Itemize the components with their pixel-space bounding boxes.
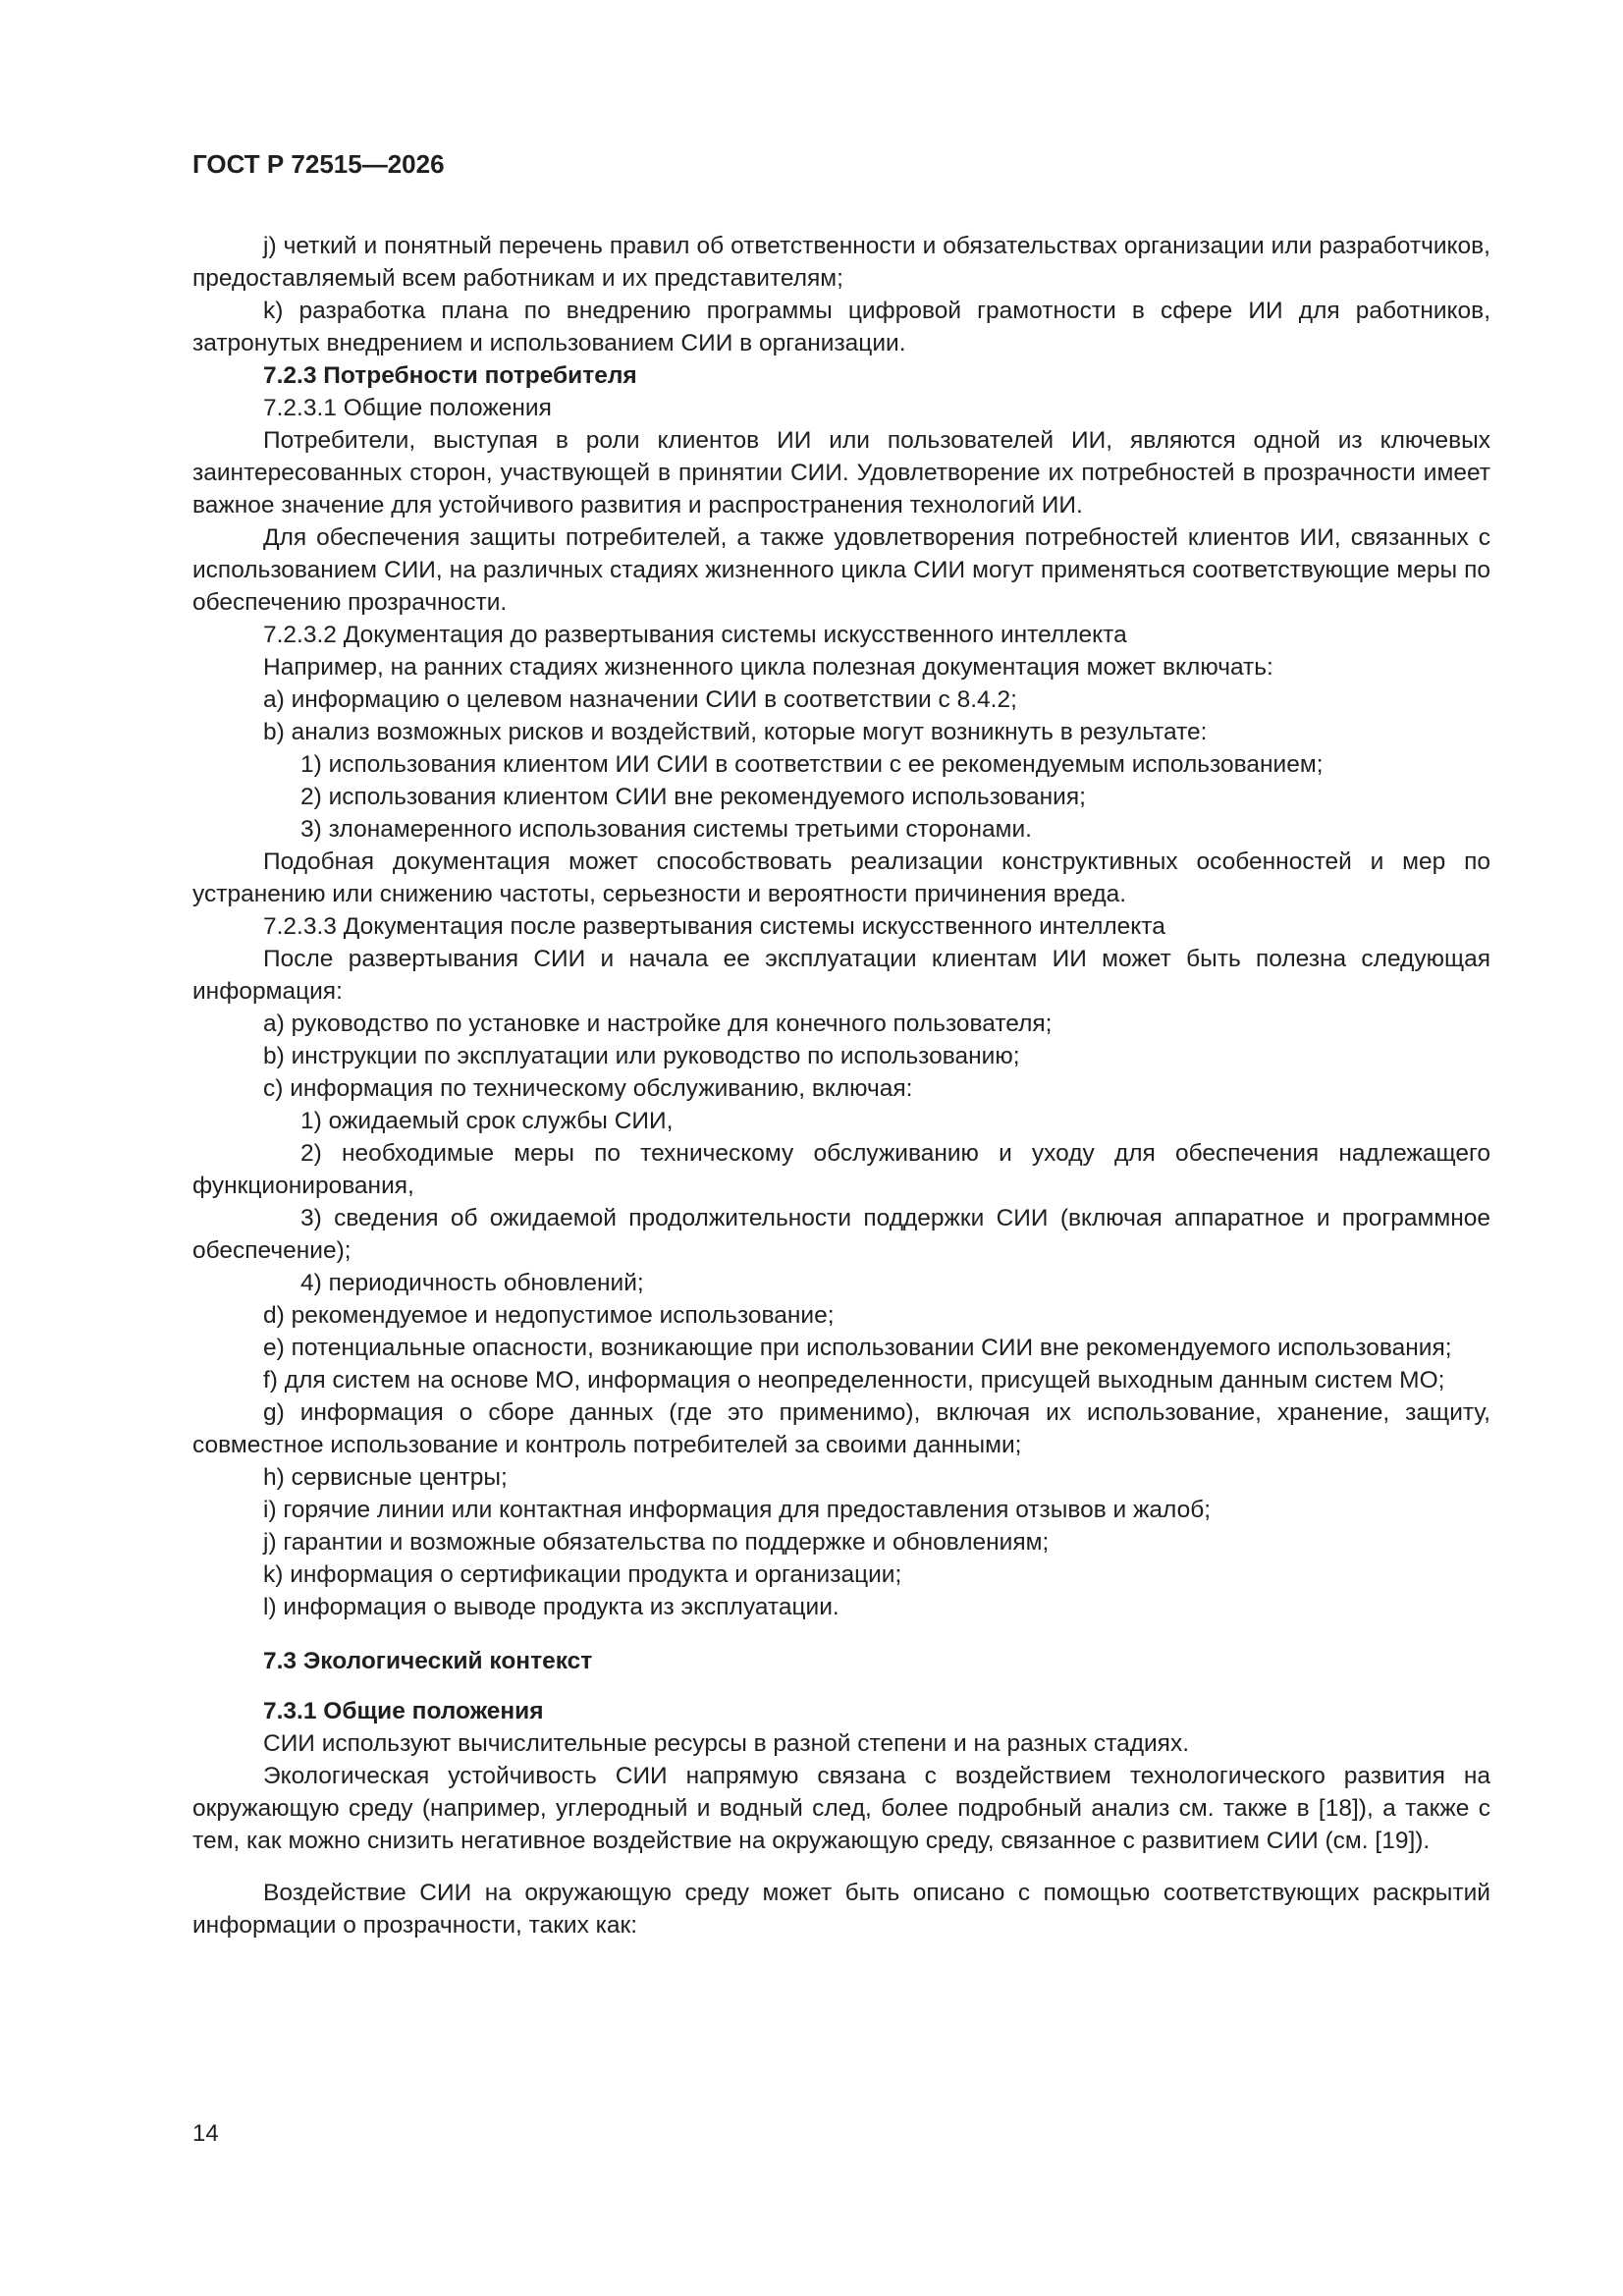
paragraph: Потребители, выступая в роли клиентов ИИ или пользователей ИИ, являются одной из ключевых заинтересованных сторон, участвующей в принятии СИИ. Удовлетворение их потребностей в прозрачности имеет важное значение для устойчивого развития и распространения технологий ИИ.	[192, 427, 1490, 519]
paragraph: b) инструкции по эксплуатации или руководство по использованию;	[263, 1043, 1020, 1069]
paragraph: Экологическая устойчивость СИИ напрямую связана с воздействием технологического развития на окружающую среду (например, углеродный и водный след, более подробный анализ см. также в [18]), а также с тем, как можно снизить негативное воздействие на окружающую среду, связанное с развитием СИИ (см. [19]).	[192, 1763, 1490, 1854]
page-number: 14	[192, 2120, 219, 2147]
section-heading: 7.3 Экологический контекст	[263, 1648, 593, 1674]
sub-list-item: 1) использования клиентом ИИ СИИ в соответствии с ее рекомендуемым использованием;	[300, 751, 1324, 778]
paragraph: k) разработка плана по внедрению программы цифровой грамотности в сфере ИИ для работников, затронутых внедрением и использованием СИИ в организации.	[192, 298, 1490, 356]
paragraph: b) анализ возможных рисков и воздействий, которые могут возникнуть в результате:	[263, 719, 1208, 745]
paragraph: a) информацию о целевом назначении СИИ в соответствии с 8.4.2;	[263, 686, 1017, 713]
paragraph: a) руководство по установке и настройке для конечного пользователя;	[263, 1011, 1053, 1037]
paragraph: k) информация о сертификации продукта и организации;	[263, 1561, 902, 1588]
sub-list-item: 1) ожидаемый срок службы СИИ,	[300, 1108, 674, 1134]
paragraph: f) для систем на основе МО, информация о неопределенности, присущей выходным данным систем МО;	[263, 1367, 1445, 1394]
paragraph: g) информация о сборе данных (где это применимо), включая их использование, хранение, защиту, совместное использование и контроль потребителей за своими данными;	[192, 1399, 1490, 1458]
paragraph: h) сервисные центры;	[263, 1464, 508, 1491]
sub-list-item: 2) необходимые меры по техническому обслуживанию и уходу для обеспечения надлежащего функционирования,	[192, 1140, 1490, 1199]
paragraph: j) четкий и понятный перечень правил об ответственности и обязательствах организации или разработчиков, предоставляемый всем работникам и их представителям;	[192, 233, 1490, 292]
sub-list-item: 3) сведения об ожидаемой продолжительности поддержки СИИ (включая аппаратное и программное обеспечение);	[192, 1205, 1490, 1264]
section-heading: 7.2.3 Потребности потребителя	[263, 362, 637, 389]
sub-list-item: 4) периодичность обновлений;	[300, 1270, 644, 1296]
paragraph: Воздействие СИИ на окружающую среду может быть описано с помощью соответствующих раскрытий информации о прозрачности, таких как:	[192, 1880, 1490, 1939]
paragraph: Подобная документация может способствовать реализации конструктивных особенностей и мер по устранению или снижению частоты, серьезности и вероятности причинения вреда.	[192, 848, 1490, 907]
document-code-header: ГОСТ Р 72515—2026	[192, 149, 445, 179]
paragraph: j) гарантии и возможные обязательства по поддержке и обновлениям;	[263, 1529, 1050, 1556]
paragraph: 7.2.3.3 Документация после развертывания системы искусственного интеллекта	[263, 913, 1165, 940]
document-body	[192, 230, 1490, 1941]
paragraph: e) потенциальные опасности, возникающие при использовании СИИ вне рекомендуемого использования;	[263, 1335, 1452, 1361]
paragraph: l) информация о выводе продукта из эксплуатации.	[263, 1594, 839, 1620]
sub-list-item: 2) использования клиентом СИИ вне рекомендуемого использования;	[300, 784, 1086, 810]
paragraph: c) информация по техническому обслуживанию, включая:	[263, 1075, 913, 1102]
paragraph: Например, на ранних стадиях жизненного цикла полезная документация может включать:	[263, 654, 1273, 681]
section-heading: 7.3.1 Общие положения	[263, 1698, 544, 1724]
sub-list-item: 3) злонамеренного использования системы третьими сторонами.	[300, 816, 1032, 843]
paragraph: Для обеспечения защиты потребителей, а также удовлетворения потребностей клиентов ИИ, связанных с использованием СИИ, на различных стадиях жизненного цикла СИИ могут применяться соответствующие меры по обеспечению прозрачности.	[192, 524, 1490, 616]
paragraph: 7.2.3.1 Общие положения	[263, 395, 552, 421]
paragraph: 7.2.3.2 Документация до развертывания системы искусственного интеллекта	[263, 622, 1127, 648]
paragraph: После развертывания СИИ и начала ее эксплуатации клиентам ИИ может быть полезна следующая информация:	[192, 946, 1490, 1005]
paragraph: СИИ используют вычислительные ресурсы в разной степени и на разных стадиях.	[263, 1730, 1190, 1757]
paragraph: d) рекомендуемое и недопустимое использование;	[263, 1302, 835, 1329]
paragraph: i) горячие линии или контактная информация для предоставления отзывов и жалоб;	[263, 1497, 1212, 1523]
